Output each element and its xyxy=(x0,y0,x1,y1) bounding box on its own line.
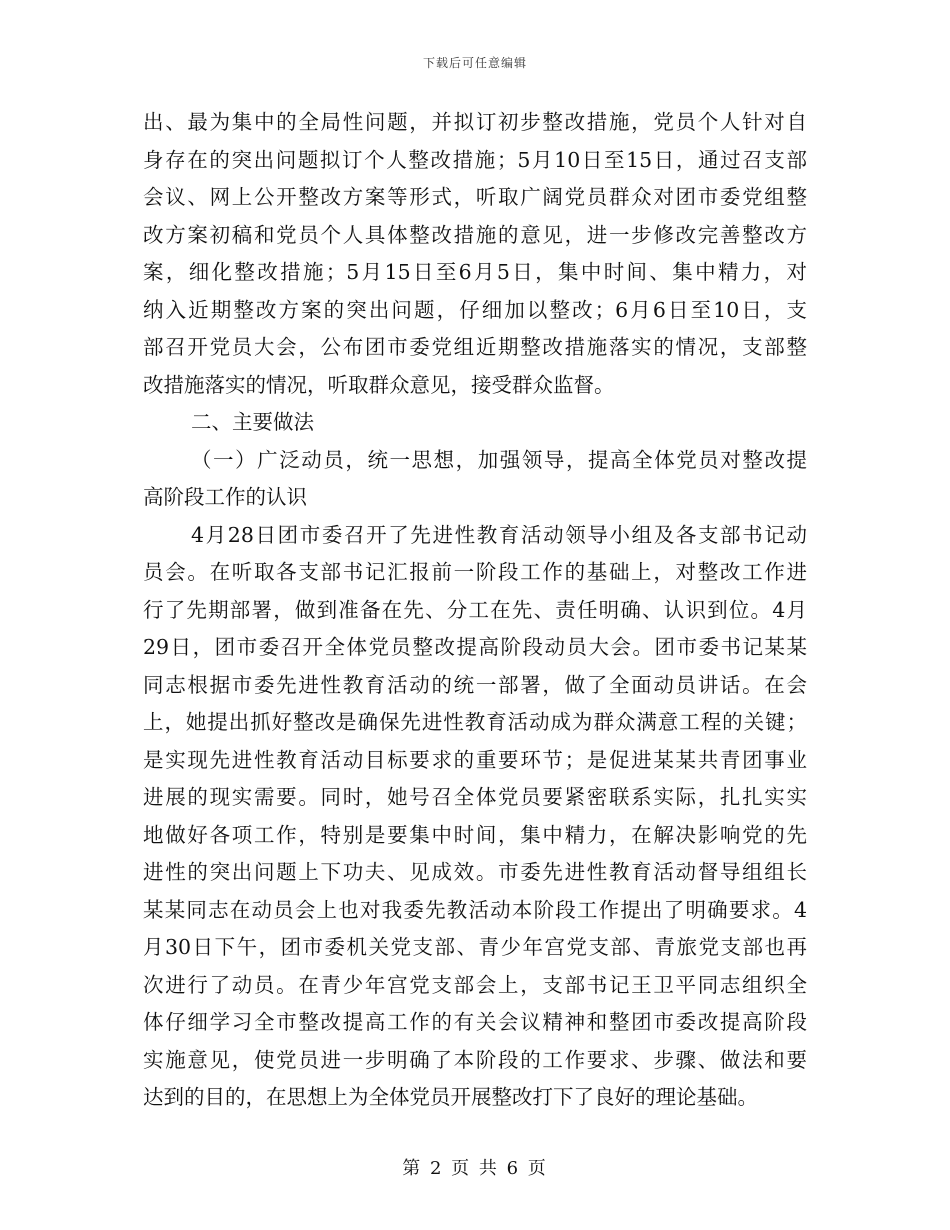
paragraph-line: 次进行了动员。在青少年宫党支部会上，支部书记王卫平同志组织全 xyxy=(143,972,807,997)
page-number: 第 2 页 共 6 页 xyxy=(402,1158,548,1179)
paragraph-line: 同志根据市委先进性教育活动的统一部署，做了全面动员讲话。在会 xyxy=(143,672,807,697)
paragraph-line: 员会。在听取各支部书记汇报前一阶段工作的基础上，对整改工作进 xyxy=(143,560,807,584)
paragraph-line: 纳入近期整改方案的突出问题，仔细加以整改；6月6日至10日，支 xyxy=(143,297,807,322)
paragraph-line: 改方案初稿和党员个人具体整改措施的意见，进一步修改完善整改方 xyxy=(143,222,807,247)
paragraph-line: 改措施落实的情况，听取群众意见，接受群众监督。 xyxy=(143,372,615,397)
paragraph-line: 月30日下午，团市委机关党支部、青少年宫党支部、青旅党支部也再 xyxy=(143,935,807,959)
paragraph-line: 体仔细学习全市整改提高工作的有关会议精神和整团市委改提高阶段 xyxy=(143,1010,807,1034)
paragraph-line: 某某同志在动员会上也对我委先教活动本阶段工作提出了明确要求。4 xyxy=(143,897,807,922)
paragraph-line: 地做好各项工作，特别是要集中时间，集中精力，在解决影响党的先 xyxy=(143,822,807,847)
paragraph-line: 4月28日团市委召开了先进性教育活动领导小组及各支部书记动 xyxy=(191,522,807,547)
paragraph-line: 实施意见，使党员进一步明确了本阶段的工作要求、步骤、做法和要 xyxy=(143,1047,807,1072)
document-body xyxy=(143,104,807,1117)
paragraph-line: 上，她提出抓好整改是确保先进性教育活动成为群众满意工程的关键； xyxy=(143,710,807,734)
paragraph-line: 进展的现实需要。同时，她号召全体党员要紧密联系实际，扎扎实实 xyxy=(143,785,807,809)
paragraph-line: 达到的目的，在思想上为全体党员开展整改打下了良好的理论基础。 xyxy=(143,1085,758,1109)
paragraph-line: 部召开党员大会，公布团市委党组近期整改措施落实的情况，支部整 xyxy=(143,335,807,359)
paragraph-line: 身存在的突出问题拟订个人整改措施；5月10日至15日，通过召支部 xyxy=(143,147,807,172)
subsection-heading: 高阶段工作的认识 xyxy=(143,485,307,509)
section-heading: 二、主要做法 xyxy=(191,410,314,434)
paragraph-line: 会议、网上公开整改方案等形式，听取广阔党员群众对团市委党组整 xyxy=(143,185,807,209)
paragraph-line: 案，细化整改措施；5月15日至6月5日，集中时间、集中精力，对 xyxy=(143,260,807,284)
paragraph-line: 29日，团市委召开全体党员整改提高阶段动员大会。团市委书记某某 xyxy=(143,635,807,659)
paragraph-line: 是实现先进性教育活动目标要求的重要环节；是促进某某共青团事业 xyxy=(143,747,807,772)
subsection-heading: （一）广泛动员，统一思想，加强领导，提高全体党员对整改提 xyxy=(191,447,807,472)
paragraph-line: 出、最为集中的全局性问题，并拟订初步整改措施，党员个人针对自 xyxy=(143,110,807,134)
paragraph-line: 进性的突出问题上下功夫、见成效。市委先进性教育活动督导组组长 xyxy=(143,860,807,884)
paragraph-line: 行了先期部署，做到准备在先、分工在先、责任明确、认识到位。4月 xyxy=(143,597,807,622)
page-header-note: 下载后可任意编辑 xyxy=(422,56,527,70)
